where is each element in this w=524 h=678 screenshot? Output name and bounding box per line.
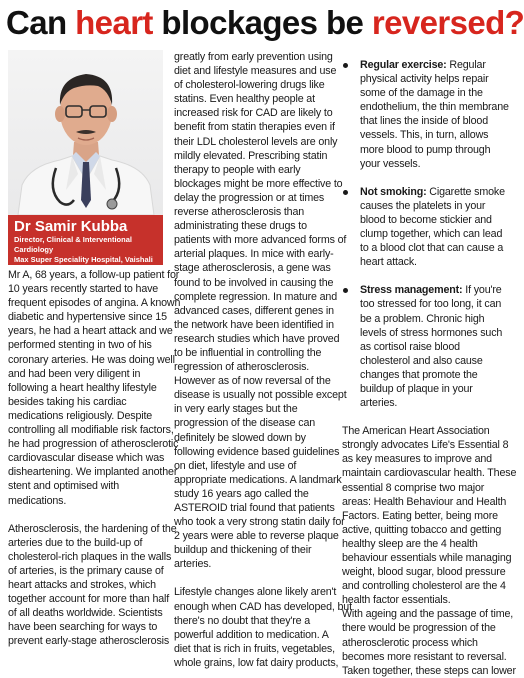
text-line: Atherosclerosis, the hardening of the (8, 522, 177, 535)
text-line: active, quitting tobacco and getting (342, 523, 502, 536)
text-line: areas: Health Behaviour and Health (342, 495, 507, 508)
text-line: stage atherosclerosis, a gene was (174, 262, 331, 275)
text-line: coronary arteries. He was doing well (8, 353, 175, 366)
col2-paragraph-1 (174, 50, 347, 571)
text-line: there would be progression of the (342, 622, 496, 635)
text-line: behaviour essentials while managing (342, 552, 512, 564)
text-line: in very early stages but the (174, 403, 298, 416)
bullet-term: Stress management: (360, 284, 463, 297)
text-line: arteries due to the build-up of (8, 536, 143, 549)
text-line: to a blood clot that can cause a (360, 242, 504, 255)
text-line: diabetic and hypertensive since 15 (8, 311, 167, 324)
text-line: as key measures to improve and (342, 453, 492, 466)
article-column-3 (342, 58, 517, 678)
text-line: Lifestyle changes alone likely aren't (174, 586, 337, 599)
text-line: of all deaths worldwide. Scientists (8, 607, 163, 620)
text-line: found to be involved in causing the (174, 276, 334, 289)
doctor-portrait (8, 50, 163, 215)
text-line: With ageing and the passage of time, (342, 608, 514, 621)
text-line: causes the platelets in your (360, 199, 486, 212)
text-line: healthy sleep are the 4 health (342, 537, 478, 550)
text-line: diet and lifestyle measures and use (174, 65, 337, 78)
text-line: benefit from statin therapies even if (174, 121, 335, 134)
bullet-term: Not smoking: (360, 185, 427, 198)
text-line: delay the progression or at times (174, 191, 325, 204)
text-line: Regular (446, 59, 486, 71)
text-line: levels of stress hormones such (360, 326, 503, 339)
text-line: greatly from early prevention using (174, 51, 333, 63)
text-line: health factor essentials. (342, 594, 451, 607)
text-line: arteries. (360, 397, 398, 410)
text-line: patients with more advanced forms of (174, 234, 347, 247)
text-line: mildly elevated. Prescribing statin (174, 149, 328, 162)
headline-reversed: reversed? (371, 4, 524, 41)
text-line: progression of the disease can (174, 417, 316, 430)
text-line: more blood to pump through (360, 143, 491, 156)
text-line: blockages might be more effective to (174, 177, 343, 190)
bullet-term: Regular exercise: (360, 59, 447, 71)
text-line: administrating these drugs to (174, 220, 307, 233)
text-line: who took a very strong statin daily for (174, 516, 345, 529)
text-line: cholesterol-rich plaques in the walls (8, 550, 172, 563)
text-line: and had been very diligent in (8, 367, 141, 380)
text-line: their LDL cholesterol levels are only (174, 135, 338, 148)
text-line: too stressed for too long, it can (360, 298, 502, 311)
doctor-name-box (8, 215, 163, 265)
bullet-regular-exercise (342, 58, 509, 171)
text-line: diet that is rich in fruits, vegetables, (174, 642, 335, 655)
text-line: 10 years recently started to have (8, 283, 159, 296)
text-line: reverse atherosclerosis than (174, 206, 305, 219)
text-line: cholesterol and also cause (360, 354, 483, 367)
text-line: have been searching for ways to (8, 621, 158, 634)
text-line: The American Heart Association (342, 425, 490, 438)
text-line: enough when CAD has developed, but (174, 600, 352, 613)
text-line: However as of now reversal of the (174, 375, 331, 388)
text-line: medications religiously. Despite (8, 409, 153, 422)
text-line: becomes more resistant to reversal. (342, 650, 507, 663)
text-line: research studies which have proved (174, 332, 340, 345)
text-line: Taken together, these steps can lower (342, 664, 516, 677)
col3-paragraph-1 (342, 424, 517, 607)
text-line: as cortisol raise blood (360, 340, 460, 353)
text-line: endothelium, the thin membrane (360, 101, 509, 114)
bullet-dot-icon (343, 288, 348, 293)
text-line: powerful addition to medication. A (174, 628, 329, 641)
text-line: ASTEROID trial found that patients (174, 502, 335, 514)
text-line: essential 8 comprise two major (342, 481, 485, 494)
text-line: regression of atherosclerosis. (174, 361, 310, 374)
text-line: appropriate medications. A landmark (174, 473, 342, 486)
text-line: vessels. This, in turn, allows (360, 129, 489, 142)
text-line: statins. Even healthy people at (174, 93, 315, 106)
doctor-photo (8, 50, 163, 215)
text-line: he had progression of atherosclerotic (8, 438, 179, 451)
text-line: that lines the inside of blood (360, 115, 488, 128)
text-line: study 16 years ago called the (174, 487, 309, 500)
text-line: disheartening. We implanted another (8, 466, 178, 479)
text-line: of arteries, is the primary cause of (8, 564, 164, 577)
text-line: cardiovascular disease which was (8, 452, 165, 465)
text-line: clump together, which can lead (360, 228, 503, 241)
text-line: weight, blood sugar, blood pressure (342, 566, 506, 579)
text-line: therapy to people with early (174, 163, 301, 176)
bullet-not-smoking (342, 185, 505, 270)
text-line: Mr A, 68 years, a follow-up patient for (8, 269, 180, 281)
text-line: frequent episodes of angina. A known (8, 297, 181, 310)
text-line: Factors. Eating better, being more (342, 509, 498, 522)
text-line: buildup and thickening of their (174, 544, 312, 557)
headline-part-1: Can (6, 4, 76, 41)
text-line: disease is usually not possible except (174, 389, 347, 402)
text-line: changes that promote the (360, 368, 478, 381)
text-line: maintain cardiovascular health. These (342, 467, 517, 480)
text-line: and controlling cholesterol are the 4 (342, 580, 506, 593)
text-line: to be influential in controlling the (174, 346, 322, 359)
doctor-name: Dr Samir Kubba (14, 218, 128, 235)
text-line: atherosclerotic process which (342, 636, 478, 649)
text-line: the network have been identified in (174, 318, 334, 331)
text-line: blood to become stickier and (360, 213, 492, 226)
text-line: there's no doubt that they're a (174, 614, 311, 627)
article-column-1 (8, 268, 181, 648)
headline-part-3: blockages be (152, 4, 372, 41)
text-line: physical activity helps repair (360, 73, 489, 86)
text-line: some of the damage in the (360, 87, 483, 100)
text-line: heart attacks and strokes, which (8, 578, 156, 591)
bullet-dot-icon (343, 190, 348, 195)
headline (0, 0, 524, 46)
text-line: years, he had a heart attack and we (8, 325, 173, 338)
text-line: on diet, lifestyle and use of (174, 459, 297, 472)
text-line: If you're (462, 284, 502, 297)
text-line: arteries. (174, 558, 212, 571)
text-line: together account for more than half (8, 593, 170, 606)
text-line: of cholesterol-lowering drugs like (174, 79, 325, 92)
text-line: arterial plaques. In mice with early- (174, 248, 334, 261)
col3-paragraph-2 (342, 607, 516, 677)
text-line: performed stenting in two of his (8, 339, 152, 352)
article-column-2 (174, 50, 352, 670)
bullet-stress-management (342, 283, 503, 410)
bullet-dot-icon (343, 63, 348, 68)
doctor-hospital: Max Super Speciality Hospital, Vaishali (14, 255, 153, 264)
headline-heart: heart (75, 4, 153, 41)
text-line: your vessels. (360, 157, 421, 170)
col1-paragraph-2 (8, 522, 177, 649)
text-line: heart attack. (360, 256, 417, 269)
text-line: prevent early-stage atherosclerosis (8, 635, 170, 648)
text-line: controlling all modifiable risk factors, (8, 424, 174, 437)
text-line: definitely be slowed down by (174, 431, 306, 444)
text-line: stent and optimised with (8, 480, 120, 493)
text-line: be a problem. Chronic high (360, 312, 485, 325)
text-line: following a heart healthy lifestyle (8, 381, 157, 394)
text-line: strongly advocates Life's Essential 8 (342, 439, 509, 452)
col2-paragraph-2 (174, 585, 352, 670)
doctor-role: Director, Clinical & Interventional Cardiology (14, 235, 132, 254)
text-line: whole grains, low fat dairy products, (174, 656, 339, 669)
text-line: following evidence based guidelines (174, 445, 340, 458)
text-line: advanced cases, different genes in (174, 304, 334, 317)
text-line: Cigarette smoke (426, 185, 505, 198)
text-line: increased risk for CAD are likely to (174, 107, 333, 120)
text-line: medications. (8, 494, 67, 507)
text-line: complete regression. In mature and (174, 290, 338, 303)
text-line: 2 years were able to reverse plaque (174, 530, 339, 543)
text-line: buildup of plaque in your (360, 382, 473, 395)
text-line: besides taking his cardiac (8, 395, 127, 408)
col1-paragraph-1 (8, 268, 181, 508)
